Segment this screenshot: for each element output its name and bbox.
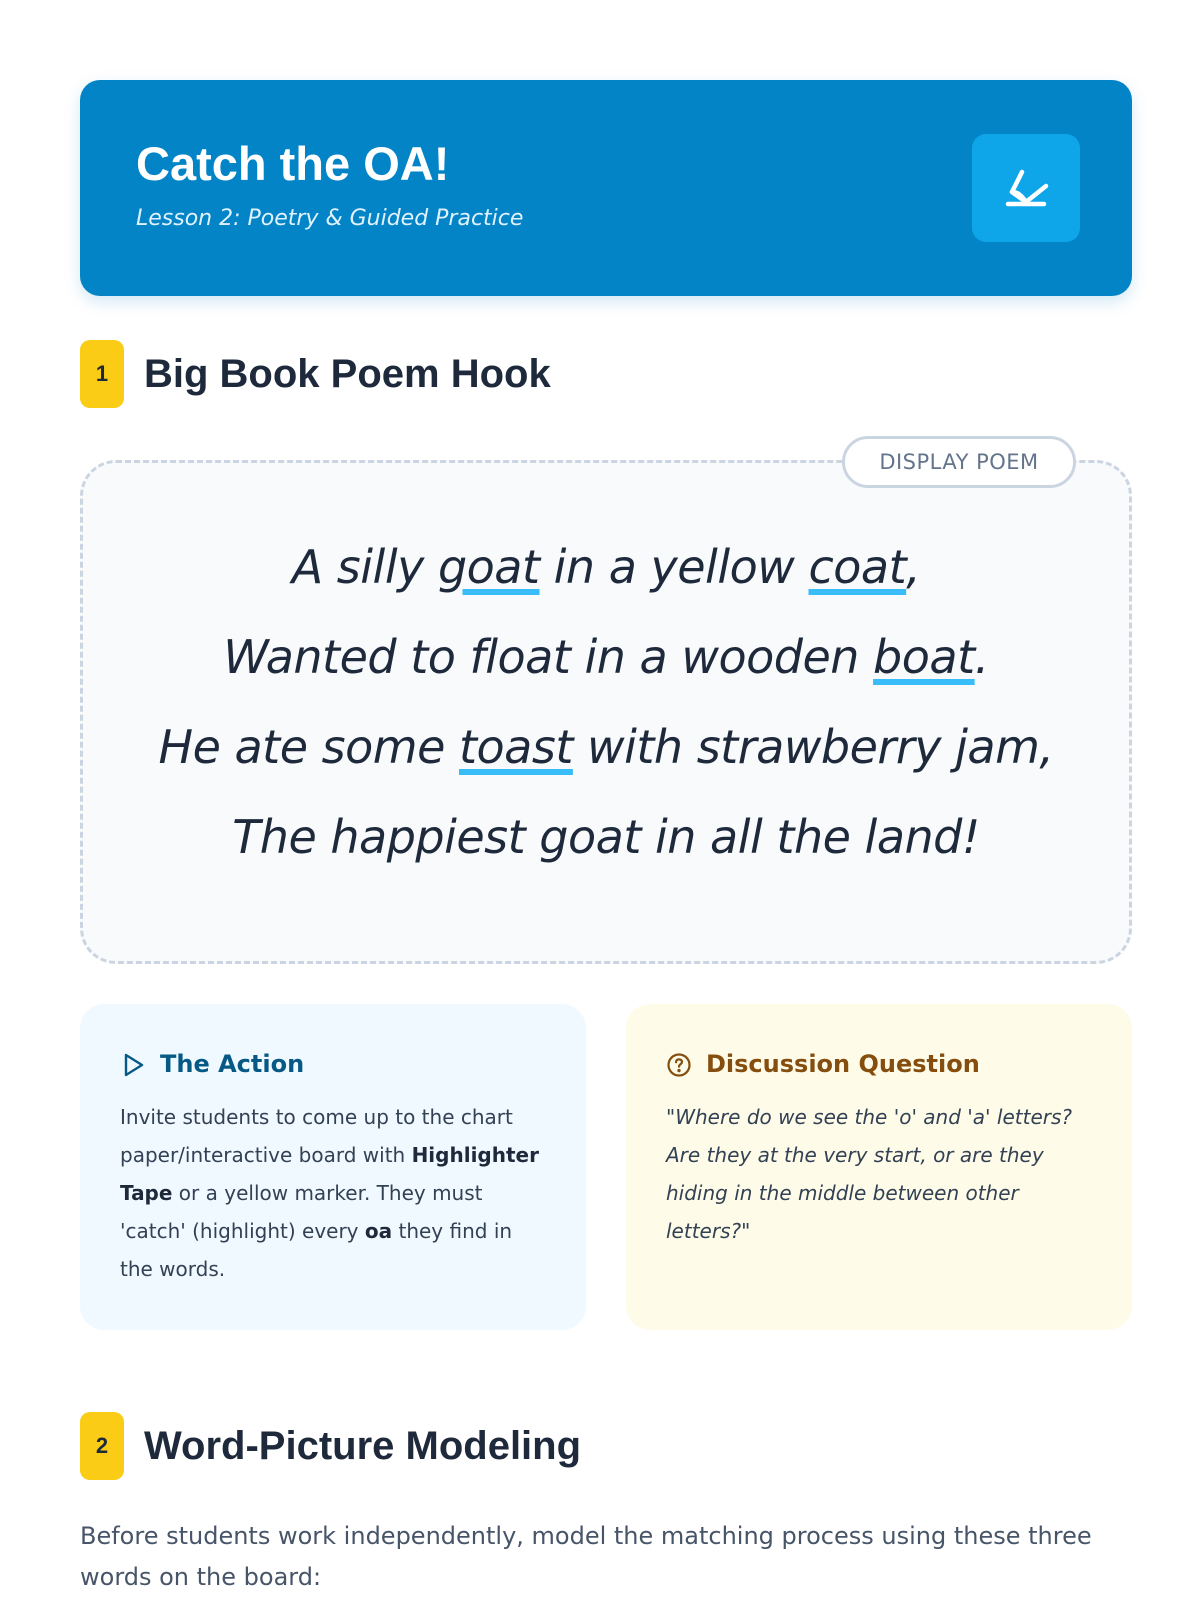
poem-text: in a yellow	[539, 540, 809, 594]
question-card-text: "Where do we see the 'o' and 'a' letters? Are they at the very start, or are they hiding in the middle between other letters?"	[666, 1105, 1073, 1243]
action-bold-text: Highlighter Tape	[120, 1143, 539, 1205]
section-title: Big Book Poem Hook	[144, 352, 551, 396]
poem-line-4	[80, 810, 1132, 864]
poem-line-2	[80, 630, 1132, 684]
poem-line-3	[80, 720, 1132, 774]
section-1-header	[80, 340, 680, 408]
question-circle-icon	[666, 1052, 692, 1078]
section-title: Word-Picture Modeling	[144, 1424, 582, 1468]
poem-text: Wanted to float in a wooden	[223, 630, 874, 684]
poem-text: ,	[906, 540, 921, 594]
lesson-title: Catch the OA!	[136, 137, 450, 190]
play-icon	[120, 1052, 146, 1078]
action-text: they find in the words.	[120, 1219, 513, 1281]
oa-word-highlight: toast	[459, 720, 573, 774]
poem-display-box	[80, 460, 1132, 964]
oa-word-highlight: goat	[437, 540, 540, 594]
highlighter-icon	[1000, 162, 1052, 214]
oa-word-highlight: coat	[808, 540, 907, 594]
section-2-intro: Before students work independently, model the matching process using these three words on the board:	[80, 1522, 1092, 1591]
oa-word-highlight: boat	[873, 630, 975, 684]
action-bold-text: oa	[364, 1219, 393, 1243]
highlighter-icon-box	[972, 134, 1080, 242]
section-number-badge: 1	[80, 340, 124, 408]
discussion-question-card	[626, 1004, 1132, 1330]
poem-text: .	[974, 630, 989, 684]
poem-text: The happiest goat in all the land!	[232, 810, 980, 864]
action-card-text	[120, 1098, 550, 1288]
display-poem-tag: DISPLAY POEM	[842, 436, 1076, 488]
action-card	[80, 1004, 586, 1330]
poem-text: He ate some	[158, 720, 459, 774]
action-card-title: The Action	[160, 1050, 305, 1078]
question-card-title: Discussion Question	[706, 1050, 980, 1078]
poem-line-1	[80, 540, 1132, 594]
action-text: Invite students to come up to the chart paper/interactive board with	[120, 1105, 513, 1167]
section-number-badge: 2	[80, 1412, 124, 1480]
action-text: or a yellow marker. They must 'catch' (highlight) every	[120, 1181, 483, 1243]
section-2-header	[80, 1412, 680, 1480]
poem-text: A silly	[291, 540, 438, 594]
poem-text: with strawberry jam,	[572, 720, 1054, 774]
lesson-header	[80, 80, 1132, 296]
lesson-subtitle: Lesson 2: Poetry & Guided Practice	[136, 206, 524, 231]
